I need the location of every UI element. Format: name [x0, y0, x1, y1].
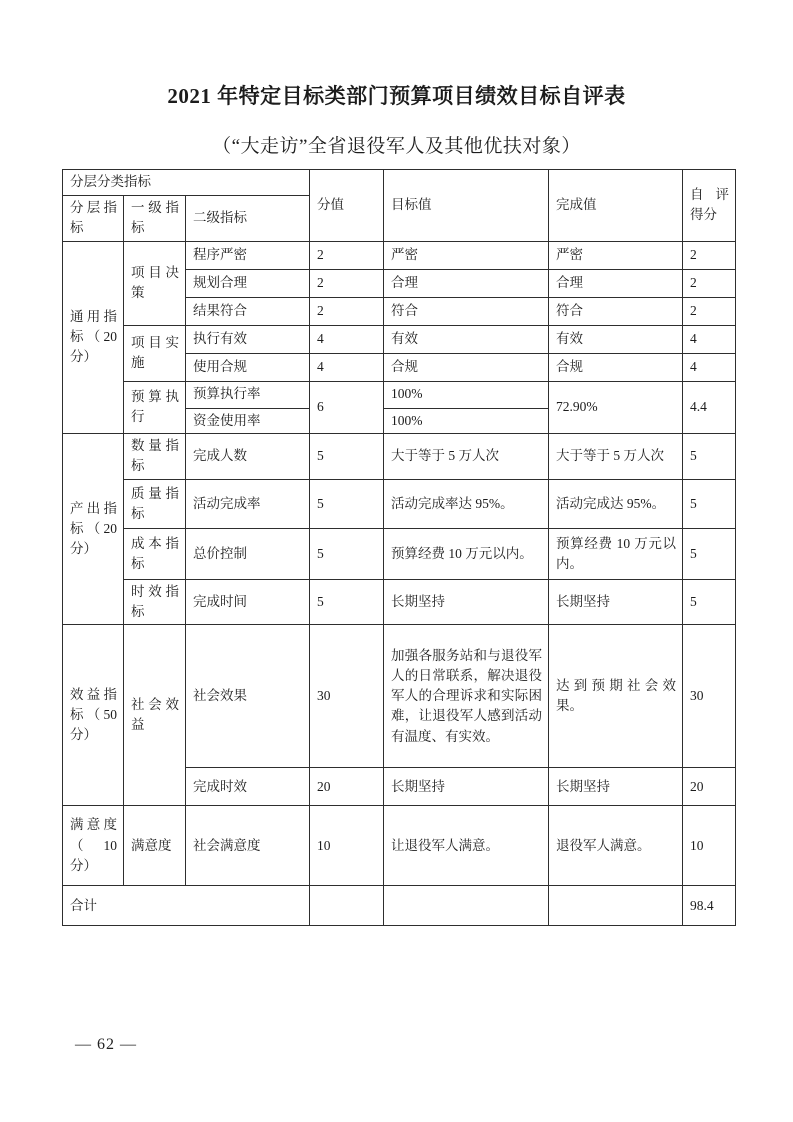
completion-cell	[549, 886, 683, 926]
table-row	[63, 241, 736, 269]
header-target: 目标值	[384, 170, 549, 242]
self-score-cell: 5	[683, 528, 736, 579]
score-cell: 6	[310, 381, 384, 433]
level2-cell: 执行有效	[186, 325, 310, 353]
header-level2: 二级指标	[186, 196, 310, 242]
total-row	[63, 886, 736, 926]
completion-cell: 72.90%	[549, 381, 683, 433]
completion-cell: 活动完成达 95%。	[549, 479, 683, 528]
layer-cell: 产出指标（20分）	[63, 433, 124, 625]
table-row	[63, 381, 736, 408]
table-row	[63, 528, 736, 579]
level2-cell: 规划合理	[186, 269, 310, 297]
score-cell: 30	[310, 625, 384, 768]
header-self-score: 自评得分	[683, 170, 736, 242]
level1-cell: 预算执行	[124, 381, 186, 433]
page-number: — 62 —	[75, 1036, 137, 1053]
level2-cell: 完成人数	[186, 433, 310, 479]
completion-cell: 合理	[549, 269, 683, 297]
target-cell: 长期坚持	[384, 579, 549, 625]
self-evaluation-table	[62, 169, 736, 926]
score-cell: 2	[310, 269, 384, 297]
self-score-cell: 4.4	[683, 381, 736, 433]
completion-cell: 长期坚持	[549, 579, 683, 625]
target-cell: 100%	[384, 381, 549, 408]
completion-cell: 退役军人满意。	[549, 806, 683, 886]
level1-cell: 质量指标	[124, 479, 186, 528]
header-completion: 完成值	[549, 170, 683, 242]
table-row	[63, 625, 736, 768]
level1-cell: 项目实施	[124, 325, 186, 381]
layer-cell: 通用指标（20分）	[63, 241, 124, 433]
level1-cell: 成本指标	[124, 528, 186, 579]
completion-cell: 合规	[549, 353, 683, 381]
target-cell: 有效	[384, 325, 549, 353]
level2-cell: 程序严密	[186, 241, 310, 269]
level2-cell: 社会满意度	[186, 806, 310, 886]
completion-cell: 长期坚持	[549, 768, 683, 806]
target-cell: 长期坚持	[384, 768, 549, 806]
header-score: 分值	[310, 170, 384, 242]
level2-cell: 预算执行率	[186, 381, 310, 408]
total-score-cell: 98.4	[683, 886, 736, 926]
level2-cell: 总价控制	[186, 528, 310, 579]
score-cell: 2	[310, 241, 384, 269]
table-row	[63, 433, 736, 479]
self-score-cell: 10	[683, 806, 736, 886]
level1-cell: 社会效益	[124, 625, 186, 806]
completion-cell: 大于等于 5 万人次	[549, 433, 683, 479]
level2-cell: 资金使用率	[186, 408, 310, 433]
completion-cell: 预算经费 10 万元以内。	[549, 528, 683, 579]
target-cell: 活动完成率达 95%。	[384, 479, 549, 528]
self-score-cell: 4	[683, 353, 736, 381]
completion-cell: 符合	[549, 297, 683, 325]
header-group: 分层分类指标	[63, 170, 310, 196]
table-header-row	[63, 170, 736, 196]
level2-cell: 使用合规	[186, 353, 310, 381]
self-score-cell: 2	[683, 241, 736, 269]
self-score-cell: 5	[683, 433, 736, 479]
layer-cell: 满意度（10分）	[63, 806, 124, 886]
target-cell: 加强各服务站和与退役军人的日常联系，解决退役军人的合理诉求和实际困难，让退役军人感到活动有温度、有实效。	[384, 625, 549, 768]
self-score-cell: 5	[683, 579, 736, 625]
score-cell: 5	[310, 579, 384, 625]
completion-cell: 严密	[549, 241, 683, 269]
target-cell: 100%	[384, 408, 549, 433]
target-cell: 预算经费 10 万元以内。	[384, 528, 549, 579]
completion-cell: 达到预期社会效果。	[549, 625, 683, 768]
score-cell	[310, 886, 384, 926]
level2-cell: 社会效果	[186, 625, 310, 768]
page-subtitle: （“大走访”全省退役军人及其他优扶对象）	[212, 136, 581, 157]
table-row	[63, 325, 736, 353]
target-cell: 合理	[384, 269, 549, 297]
self-score-cell: 20	[683, 768, 736, 806]
level2-cell: 活动完成率	[186, 479, 310, 528]
header-layer: 分层指标	[63, 196, 124, 242]
score-cell: 10	[310, 806, 384, 886]
table-row	[63, 579, 736, 625]
target-cell: 合规	[384, 353, 549, 381]
level2-cell: 完成时间	[186, 579, 310, 625]
table-row	[63, 479, 736, 528]
score-cell: 2	[310, 297, 384, 325]
self-score-cell: 4	[683, 325, 736, 353]
page-title: 2021 年特定目标类部门预算项目绩效目标自评表	[167, 84, 626, 108]
self-score-cell: 30	[683, 625, 736, 768]
layer-cell: 效益指标（50分）	[63, 625, 124, 806]
level2-cell: 完成时效	[186, 768, 310, 806]
table-row	[63, 806, 736, 886]
self-score-cell: 5	[683, 479, 736, 528]
score-cell: 4	[310, 325, 384, 353]
level1-cell: 时效指标	[124, 579, 186, 625]
header-level1: 一级指标	[124, 196, 186, 242]
score-cell: 20	[310, 768, 384, 806]
level2-cell: 结果符合	[186, 297, 310, 325]
total-label-cell: 合计	[63, 886, 310, 926]
score-cell: 5	[310, 528, 384, 579]
score-cell: 5	[310, 433, 384, 479]
completion-cell: 有效	[549, 325, 683, 353]
target-cell	[384, 886, 549, 926]
score-cell: 4	[310, 353, 384, 381]
level1-cell: 项目决策	[124, 241, 186, 325]
self-score-cell: 2	[683, 297, 736, 325]
target-cell: 符合	[384, 297, 549, 325]
target-cell: 严密	[384, 241, 549, 269]
score-cell: 5	[310, 479, 384, 528]
level1-cell: 数量指标	[124, 433, 186, 479]
level1-cell: 满意度	[124, 806, 186, 886]
target-cell: 大于等于 5 万人次	[384, 433, 549, 479]
self-score-cell: 2	[683, 269, 736, 297]
target-cell: 让退役军人满意。	[384, 806, 549, 886]
